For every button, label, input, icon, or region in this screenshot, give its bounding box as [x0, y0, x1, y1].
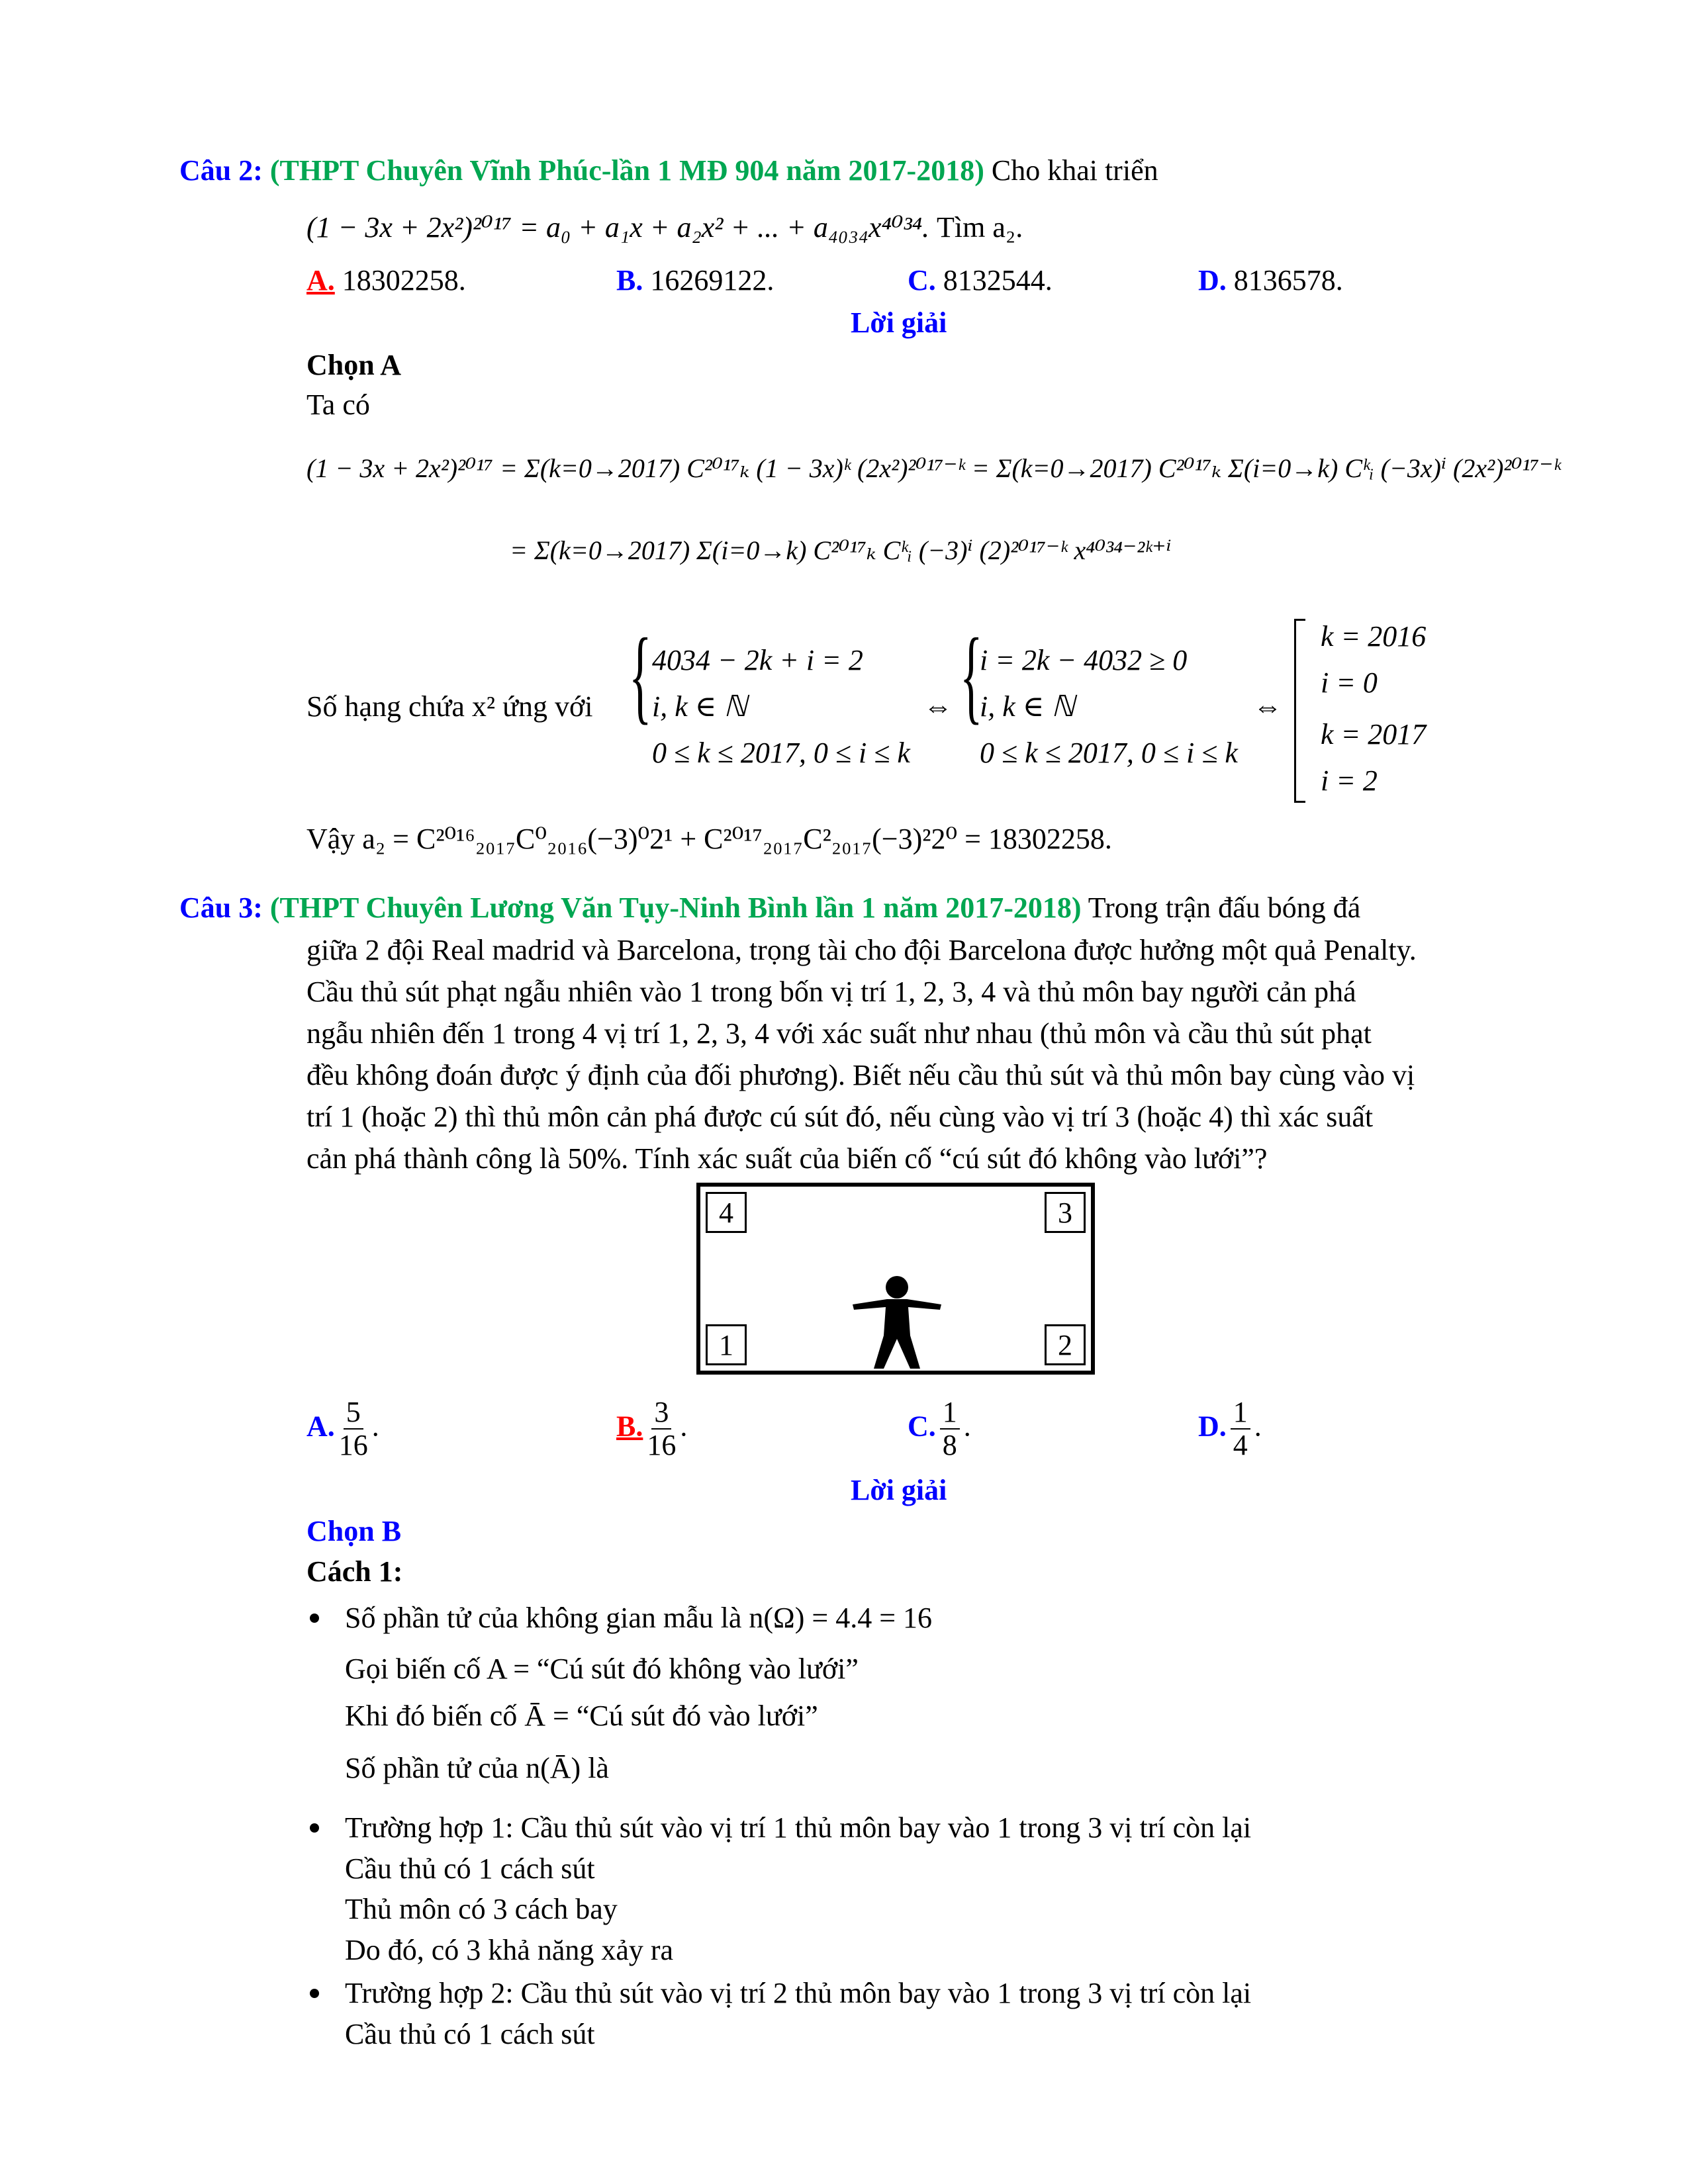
option-letter: A. — [306, 264, 335, 296]
system2-eq3: 0 ≤ k ≤ 2017, 0 ≤ i ≤ k — [980, 737, 1238, 769]
denominator: 4 — [1233, 1429, 1248, 1462]
denominator: 16 — [647, 1429, 677, 1462]
ask-text: Tìm a₂. — [937, 211, 1023, 244]
bullet-icon — [310, 1823, 319, 1833]
solution-line: Trường hợp 1: Cầu thủ sút vào vị trí 1 thủ môn bay vào 1 trong 3 vị trí còn lại — [345, 1811, 1252, 1844]
numerator: 1 — [1231, 1396, 1250, 1430]
term-label: Số hạng chứa x² ứng với — [306, 690, 593, 723]
expansion-formula — [306, 213, 1023, 242]
left-brace-icon: { — [629, 616, 652, 734]
solution-line: Cầu thủ có 1 cách sút — [345, 1852, 595, 1885]
solution-line: Khi đó biến cố Ā = “Cú sút đó vào lưới” — [345, 1700, 818, 1732]
option-b[interactable]: B. $\frac{3}{16}$ . — [616, 1396, 688, 1462]
solution-line: Thủ môn có 3 cách bay — [345, 1893, 618, 1925]
system1-eq1: 4034 − 2k + i = 2 — [652, 644, 863, 676]
option-letter: C. — [908, 1410, 936, 1443]
solution-line: Do đó, có 3 khả năng xảy ra — [345, 1934, 674, 1966]
solution-line: Số phần tử của không gian mẫu là n(Ω) = 4.4 = 16 — [345, 1602, 933, 1634]
solution-line: Số phần tử của n(Ā) là — [345, 1752, 609, 1784]
option-value: 8136578. — [1233, 264, 1343, 296]
conclusion: Vậy a₂ = C²⁰¹⁶₂₀₁₇C⁰₂₀₁₆(−3)⁰2¹ + C²⁰¹⁷₂₀₁₇C²₂₀₁₇(−3)²2⁰ = 18302258. — [306, 823, 1112, 855]
option-a[interactable] — [306, 266, 466, 295]
intro-text: Ta có — [306, 388, 370, 421]
chosen-answer: Chọn B — [306, 1515, 402, 1547]
fraction — [339, 1396, 368, 1462]
option-letter: B. — [616, 1410, 643, 1443]
equivalence-icon: ⇔ — [1253, 690, 1282, 723]
solution-line: Cầu thủ có 1 cách sút — [345, 2018, 595, 2050]
goal-figure — [696, 1183, 1095, 1375]
case2-i: i = 2 — [1321, 764, 1378, 797]
option-d[interactable] — [1198, 266, 1343, 295]
derivation-step-2: = Σ(k=0→2017) Σ(i=0→k) C²⁰¹⁷ₖ Cᵏᵢ (−3)ⁱ (2)²⁰¹⁷⁻ᵏ x⁴⁰³⁴⁻²ᵏ⁺ⁱ — [510, 535, 1172, 565]
system1-eq3: 0 ≤ k ≤ 2017, 0 ≤ i ≤ k — [652, 737, 910, 769]
goal-cell-4: 4 — [706, 1192, 747, 1233]
goal-cell-3: 3 — [1045, 1192, 1086, 1233]
bracket-icon — [1294, 619, 1305, 803]
question-text: Trong trận đấu bóng đá — [1088, 891, 1361, 924]
method-title: Cách 1: — [306, 1555, 403, 1588]
bullet-icon — [310, 1614, 319, 1623]
option-b[interactable] — [616, 266, 774, 295]
solution-line: Trường hợp 2: Cầu thủ sút vào vị trí 2 thủ môn bay vào 1 trong 3 vị trí còn lại — [345, 1977, 1252, 2009]
numerator: 5 — [344, 1396, 363, 1430]
goal-cell-1: 1 — [706, 1324, 747, 1365]
goalkeeper-icon — [847, 1273, 947, 1372]
chosen-answer: Chọn A — [306, 349, 402, 381]
case2-k: k = 2017 — [1321, 718, 1427, 751]
option-letter: D. — [1198, 264, 1227, 296]
question-text: Cầu thủ sút phạt ngẫu nhiên vào 1 trong bốn vị trí 1, 2, 3, 4 và thủ môn bay người cản phá — [306, 976, 1356, 1008]
fraction — [1231, 1396, 1250, 1462]
option-letter: D. — [1198, 1410, 1227, 1443]
option-value: 16269122. — [650, 264, 774, 296]
question-text: đều không đoán được ý định của đối phương). Biết nếu cầu thủ sút và thủ môn bay cùng vào vị — [306, 1059, 1415, 1091]
option-value: 8132544. — [943, 264, 1053, 296]
solution-title: Lời giải — [851, 1474, 947, 1506]
question-source: (THPT Chuyên Vĩnh Phúc-lần 1 MĐ 904 năm 2017-2018) — [269, 154, 984, 187]
solution-line: Gọi biến cố A = “Cú sút đó không vào lưới” — [345, 1653, 859, 1685]
case1-k: k = 2016 — [1321, 620, 1427, 653]
option-letter: A. — [306, 1410, 335, 1443]
option-value: 18302258. — [342, 264, 466, 296]
option-d[interactable]: D. $\frac{1}{4}$ . — [1198, 1396, 1262, 1462]
question-3-header — [179, 893, 1360, 923]
option-letter: C. — [908, 264, 936, 296]
option-a[interactable]: A. $\frac{5}{16}$ . — [306, 1396, 379, 1462]
derivation-step-1: (1 − 3x + 2x²)²⁰¹⁷ = Σ(k=0→2017) C²⁰¹⁷ₖ (1 − 3x)ᵏ (2x²)²⁰¹⁷⁻ᵏ = Σ(k=0→2017) C²⁰¹⁷ₖ Σ(i=0→k) Cᵏᵢ (−3x)ⁱ (2x²)²⁰¹⁷⁻ᵏ — [306, 453, 1561, 483]
system2-eq1: i = 2k − 4032 ≥ 0 — [980, 644, 1188, 676]
system2-eq2: i, k ∈ ℕ — [980, 690, 1075, 723]
fraction — [940, 1396, 960, 1462]
left-brace-icon: { — [960, 616, 983, 734]
question-text: cản phá thành công là 50%. Tính xác suất của biến cố “cú sút đó không vào lưới”? — [306, 1142, 1268, 1175]
solution-title: Lời giải — [851, 306, 947, 339]
question-label: Câu 2: — [179, 154, 263, 187]
question-prompt: Cho khai triển — [991, 154, 1158, 187]
question-text: trí 1 (hoặc 2) thì thủ môn cản phá được cú sút đó, nếu cùng vào vị trí 3 (hoặc 4) thì xác suất — [306, 1101, 1374, 1133]
formula-text: (1 − 3x + 2x²)²⁰¹⁷ = a₀ + a₁x + a₂x² + ... + a₄₀₃₄x⁴⁰³⁴. — [306, 211, 929, 244]
equivalence-icon: ⇔ — [923, 690, 953, 723]
option-c[interactable]: C. $\frac{1}{8}$ . — [908, 1396, 971, 1462]
bullet-icon — [310, 1989, 319, 1998]
numerator: 1 — [940, 1396, 960, 1430]
denominator: 8 — [942, 1429, 957, 1462]
case1-i: i = 0 — [1321, 666, 1378, 699]
goal-cell-2: 2 — [1045, 1324, 1086, 1365]
question-2-header — [179, 156, 1158, 185]
question-source: (THPT Chuyên Lương Văn Tụy-Ninh Bình lần 1 năm 2017-2018) — [269, 891, 1082, 924]
question-label: Câu 3: — [179, 891, 263, 924]
numerator: 3 — [651, 1396, 671, 1430]
question-text: giữa 2 đội Real madrid và Barcelona, trọng tài cho đội Barcelona được hưởng một quả Penalty. — [306, 934, 1417, 966]
question-text: ngẫu nhiên đến 1 trong 4 vị trí 1, 2, 3, 4 với xác suất như nhau (thủ môn và cầu thủ sút phạt — [306, 1017, 1372, 1050]
system1-eq2: i, k ∈ ℕ — [652, 690, 747, 723]
fraction — [647, 1396, 676, 1462]
option-letter: B. — [616, 264, 643, 296]
option-c[interactable] — [908, 266, 1053, 295]
denominator: 16 — [338, 1429, 368, 1462]
